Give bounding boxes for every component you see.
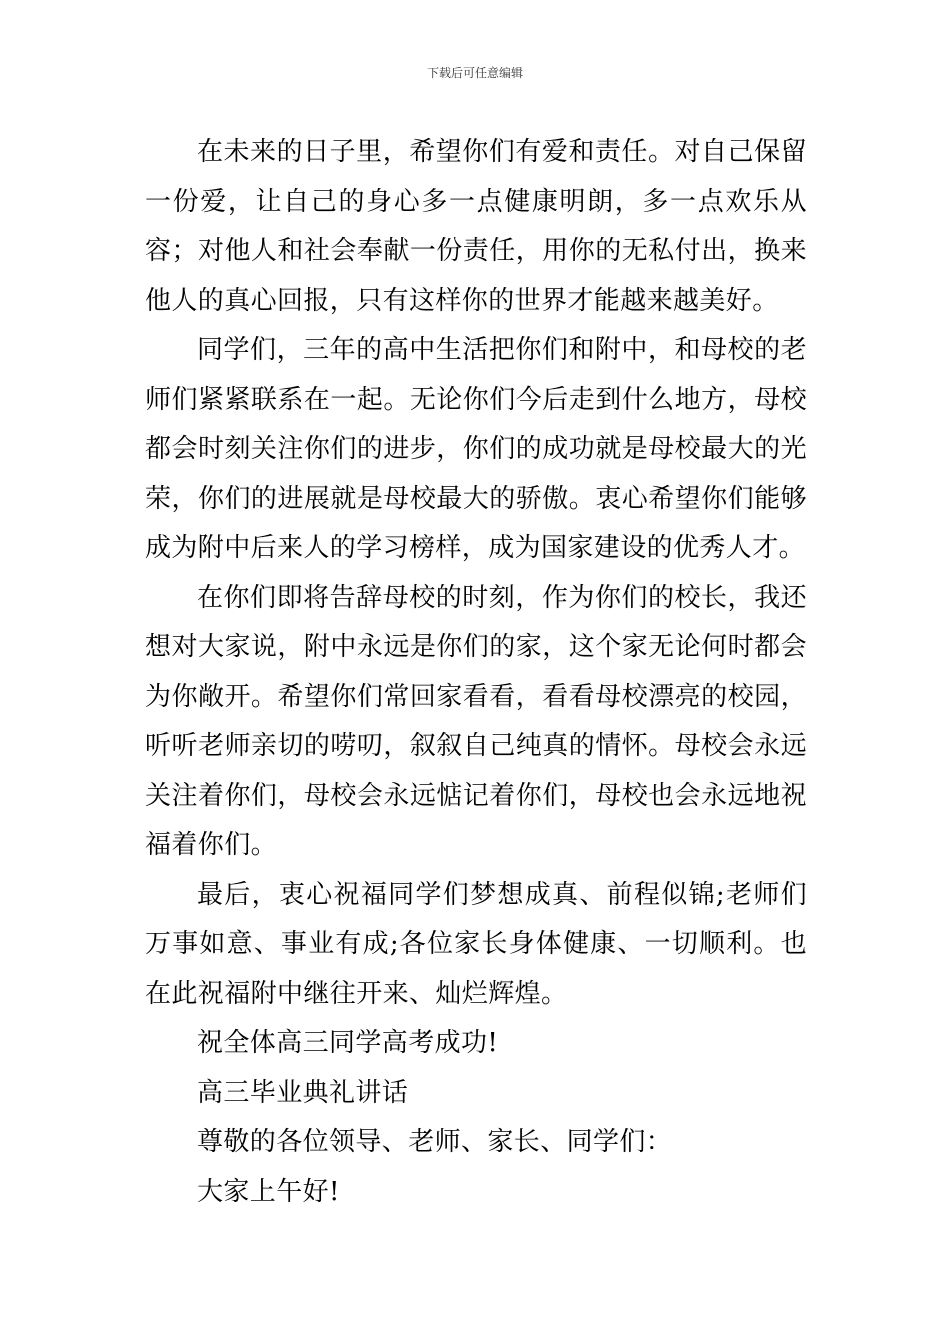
paragraph-love-responsibility: 在未来的日子里，希望你们有爱和责任。对自己保留一份爱，让自己的身心多一点健康明朗，多一点欢乐从容；对他人和社会奉献一份责任，用你的无私付出，换来他人的真心回报，只有这样你的世界才能越来越美好。 xyxy=(145,137,807,316)
document-body xyxy=(145,128,807,1217)
greeting: 大家上午好! xyxy=(197,1176,340,1207)
paragraph-classmates: 同学们，三年的高中生活把你们和附中，和母校的老师们紧紧联系在一起。无论你们今后走到什么地方，母校都会时刻关注你们的进步，你们的成功就是母校最大的光荣，你们的进展就是母校最大的骄傲。衷心希望你们能够成为附中后来人的学习榜样，成为国家建设的优秀人才。 xyxy=(145,335,807,563)
paragraph-farewell: 在你们即将告辞母校的时刻，作为你们的校长，我还想对大家说，附中永远是你们的家，这个家无论何时都会为你敞开。希望你们常回家看看，看看母校漂亮的校园，听听老师亲切的唠叨，叙叙自己纯真的情怀。母校会永远关注着你们，母校会永远惦记着你们，母校也会永远地祝福着你们。 xyxy=(145,582,807,860)
page-header: 下载后可任意编辑 xyxy=(426,66,523,80)
salutation: 尊敬的各位领导、老师、家长、同学们： xyxy=(197,1127,673,1157)
line-exam-wish: 祝全体高三同学高考成功! xyxy=(197,1028,499,1058)
speech-title: 高三毕业典礼讲话 xyxy=(197,1077,409,1108)
paragraph-blessing: 最后，衷心祝福同学们梦想成真、前程似锦;老师们万事如意、事业有成;各位家长身体健康、一切顺利。也在此祝福附中继往开来、灿烂辉煌。 xyxy=(145,879,807,1009)
